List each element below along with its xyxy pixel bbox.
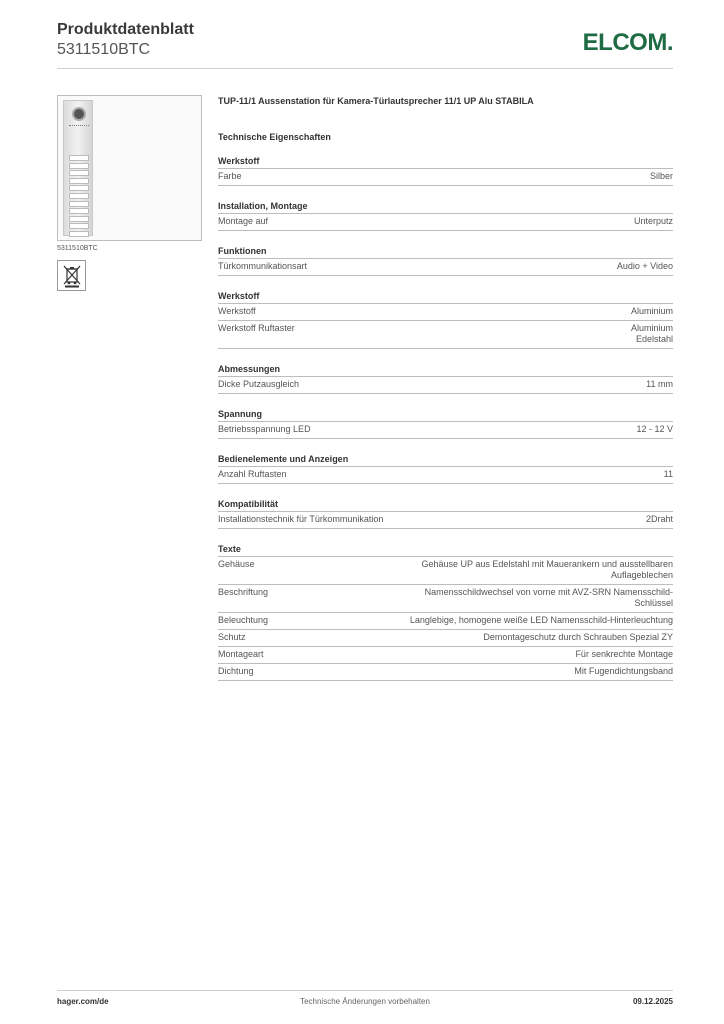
spec-label: Montage auf bbox=[218, 216, 269, 226]
weee-bin-icon bbox=[57, 260, 86, 291]
spec-label: Werkstoff bbox=[218, 306, 256, 316]
spec-label: Dicke Putzausgleich bbox=[218, 379, 300, 389]
spec-value: Silber bbox=[649, 171, 673, 181]
spec-label: Farbe bbox=[218, 171, 242, 181]
spec-label: Beleuchtung bbox=[218, 615, 269, 625]
call-button-slot bbox=[69, 223, 89, 229]
spec-value: 2Draht bbox=[645, 514, 673, 524]
spec-row bbox=[218, 664, 673, 681]
spec-value-cell bbox=[634, 216, 673, 227]
spec-value: Aluminium bbox=[630, 323, 673, 333]
product-name: TUP-11/1 Aussenstation für Kamera-Türlautsprecher 11/1 UP Alu STABILA bbox=[218, 96, 534, 106]
footer-date: 09.12.2025 bbox=[632, 997, 673, 1006]
spec-row bbox=[218, 647, 673, 664]
spec-value: Unterputz bbox=[633, 216, 673, 226]
spec-row bbox=[218, 259, 673, 276]
group-title: Bedienelemente und Anzeigen bbox=[218, 454, 673, 467]
spec-value: Gehäuse UP aus Edelstahl mit Mauerankern und ausstellbaren Auflageblechen bbox=[421, 559, 673, 580]
spec-row bbox=[218, 630, 673, 647]
spec-label: Dichtung bbox=[218, 666, 254, 676]
spec-value-cell bbox=[646, 514, 673, 525]
product-sidebar bbox=[57, 95, 202, 291]
spec-value-cell bbox=[410, 615, 673, 626]
call-button-slot bbox=[69, 170, 89, 176]
spec-value: Demontageschutz durch Schrauben Spezial ZY bbox=[483, 632, 673, 642]
spec-value-cell bbox=[575, 649, 673, 660]
spec-label: Installationstechnik für Türkommunikation bbox=[218, 514, 384, 524]
camera-icon bbox=[72, 107, 86, 121]
call-button-slot bbox=[69, 208, 89, 214]
group-title: Installation, Montage bbox=[218, 201, 673, 214]
spec-label: Gehäuse bbox=[218, 559, 255, 569]
spec-value: 11 bbox=[663, 469, 673, 479]
spec-value-cell bbox=[617, 261, 673, 272]
product-number: 5311510BTC bbox=[57, 41, 151, 58]
spec-value-cell bbox=[664, 469, 673, 480]
call-button-slot bbox=[69, 201, 89, 207]
spec-row bbox=[218, 585, 673, 613]
spec-label: Türkommunikationsart bbox=[218, 261, 308, 271]
product-image bbox=[57, 95, 202, 241]
spec-label: Anzahl Ruftasten bbox=[218, 469, 287, 479]
group-title: Texte bbox=[218, 544, 673, 557]
group-title: Funktionen bbox=[218, 246, 673, 259]
page-header bbox=[57, 20, 673, 60]
spec-row bbox=[218, 557, 673, 585]
header-divider bbox=[57, 68, 673, 69]
spec-label: Schutz bbox=[218, 632, 246, 642]
spec-value-cell bbox=[574, 666, 673, 677]
spec-value: 12 - 12 V bbox=[636, 424, 673, 434]
spec-row bbox=[218, 422, 673, 439]
spec-value: Für senkrechte Montage bbox=[575, 649, 673, 659]
call-button-slot bbox=[69, 155, 89, 161]
door-station-panel bbox=[63, 100, 93, 236]
spec-row bbox=[218, 304, 673, 321]
spec-value-cell bbox=[483, 632, 673, 643]
call-button-slot bbox=[69, 193, 89, 199]
spec-value: Audio + Video bbox=[616, 261, 673, 271]
footer-disclaimer: Technische Änderungen vorbehalten bbox=[300, 997, 430, 1006]
spec-value-cell bbox=[631, 306, 673, 317]
call-button-slot bbox=[69, 185, 89, 191]
spec-value-cell bbox=[636, 424, 673, 435]
spec-value-cell bbox=[388, 587, 673, 609]
specifications bbox=[218, 96, 673, 681]
spec-value: Langlebige, homogene weiße LED Namensschild-Hinterleuchtung bbox=[409, 615, 673, 625]
spec-value: 11 mm bbox=[646, 379, 673, 389]
spec-row bbox=[218, 613, 673, 630]
spec-value-cell bbox=[650, 171, 673, 182]
section-heading: Technische Eigenschaften bbox=[218, 132, 331, 142]
page-title: Produktdatenblatt bbox=[57, 21, 194, 38]
spec-value-cell bbox=[388, 559, 673, 581]
spec-value: Aluminium bbox=[630, 306, 673, 316]
spec-label: Werkstoff Ruftaster bbox=[218, 323, 295, 333]
spec-row bbox=[218, 377, 673, 394]
elcom-logo: ELCOM. bbox=[582, 29, 673, 56]
spec-value: Mit Fugendichtungsband bbox=[574, 666, 673, 676]
spec-label: Beschriftung bbox=[218, 587, 269, 597]
image-caption: 5311510BTC bbox=[57, 245, 98, 252]
call-button-slot bbox=[69, 216, 89, 222]
spec-value-cell bbox=[631, 323, 673, 345]
call-button-slot bbox=[69, 231, 89, 237]
call-button-slot bbox=[69, 163, 89, 169]
group-title: Spannung bbox=[218, 409, 673, 422]
group-title: Werkstoff bbox=[218, 156, 673, 169]
call-button-slot bbox=[69, 178, 89, 184]
group-title: Kompatibilität bbox=[218, 499, 673, 512]
speaker-grille bbox=[69, 125, 89, 128]
group-title: Abmessungen bbox=[218, 364, 673, 377]
spec-value-cell bbox=[646, 379, 673, 390]
spec-row bbox=[218, 512, 673, 529]
footer-divider bbox=[57, 990, 673, 991]
spec-row bbox=[218, 321, 673, 349]
spec-row bbox=[218, 169, 673, 186]
spec-label: Betriebsspannung LED bbox=[218, 424, 311, 434]
group-title: Werkstoff bbox=[218, 291, 673, 304]
spec-label: Montageart bbox=[218, 649, 264, 659]
spec-row bbox=[218, 214, 673, 231]
spec-row bbox=[218, 467, 673, 484]
footer-website: hager.com/de bbox=[57, 997, 109, 1006]
spec-value: Namensschildwechsel von vorne mit AVZ-SRN Namensschild-Schlüssel bbox=[424, 587, 673, 608]
spec-groups bbox=[218, 156, 673, 681]
spec-value-secondary: Edelstahl bbox=[635, 334, 673, 344]
